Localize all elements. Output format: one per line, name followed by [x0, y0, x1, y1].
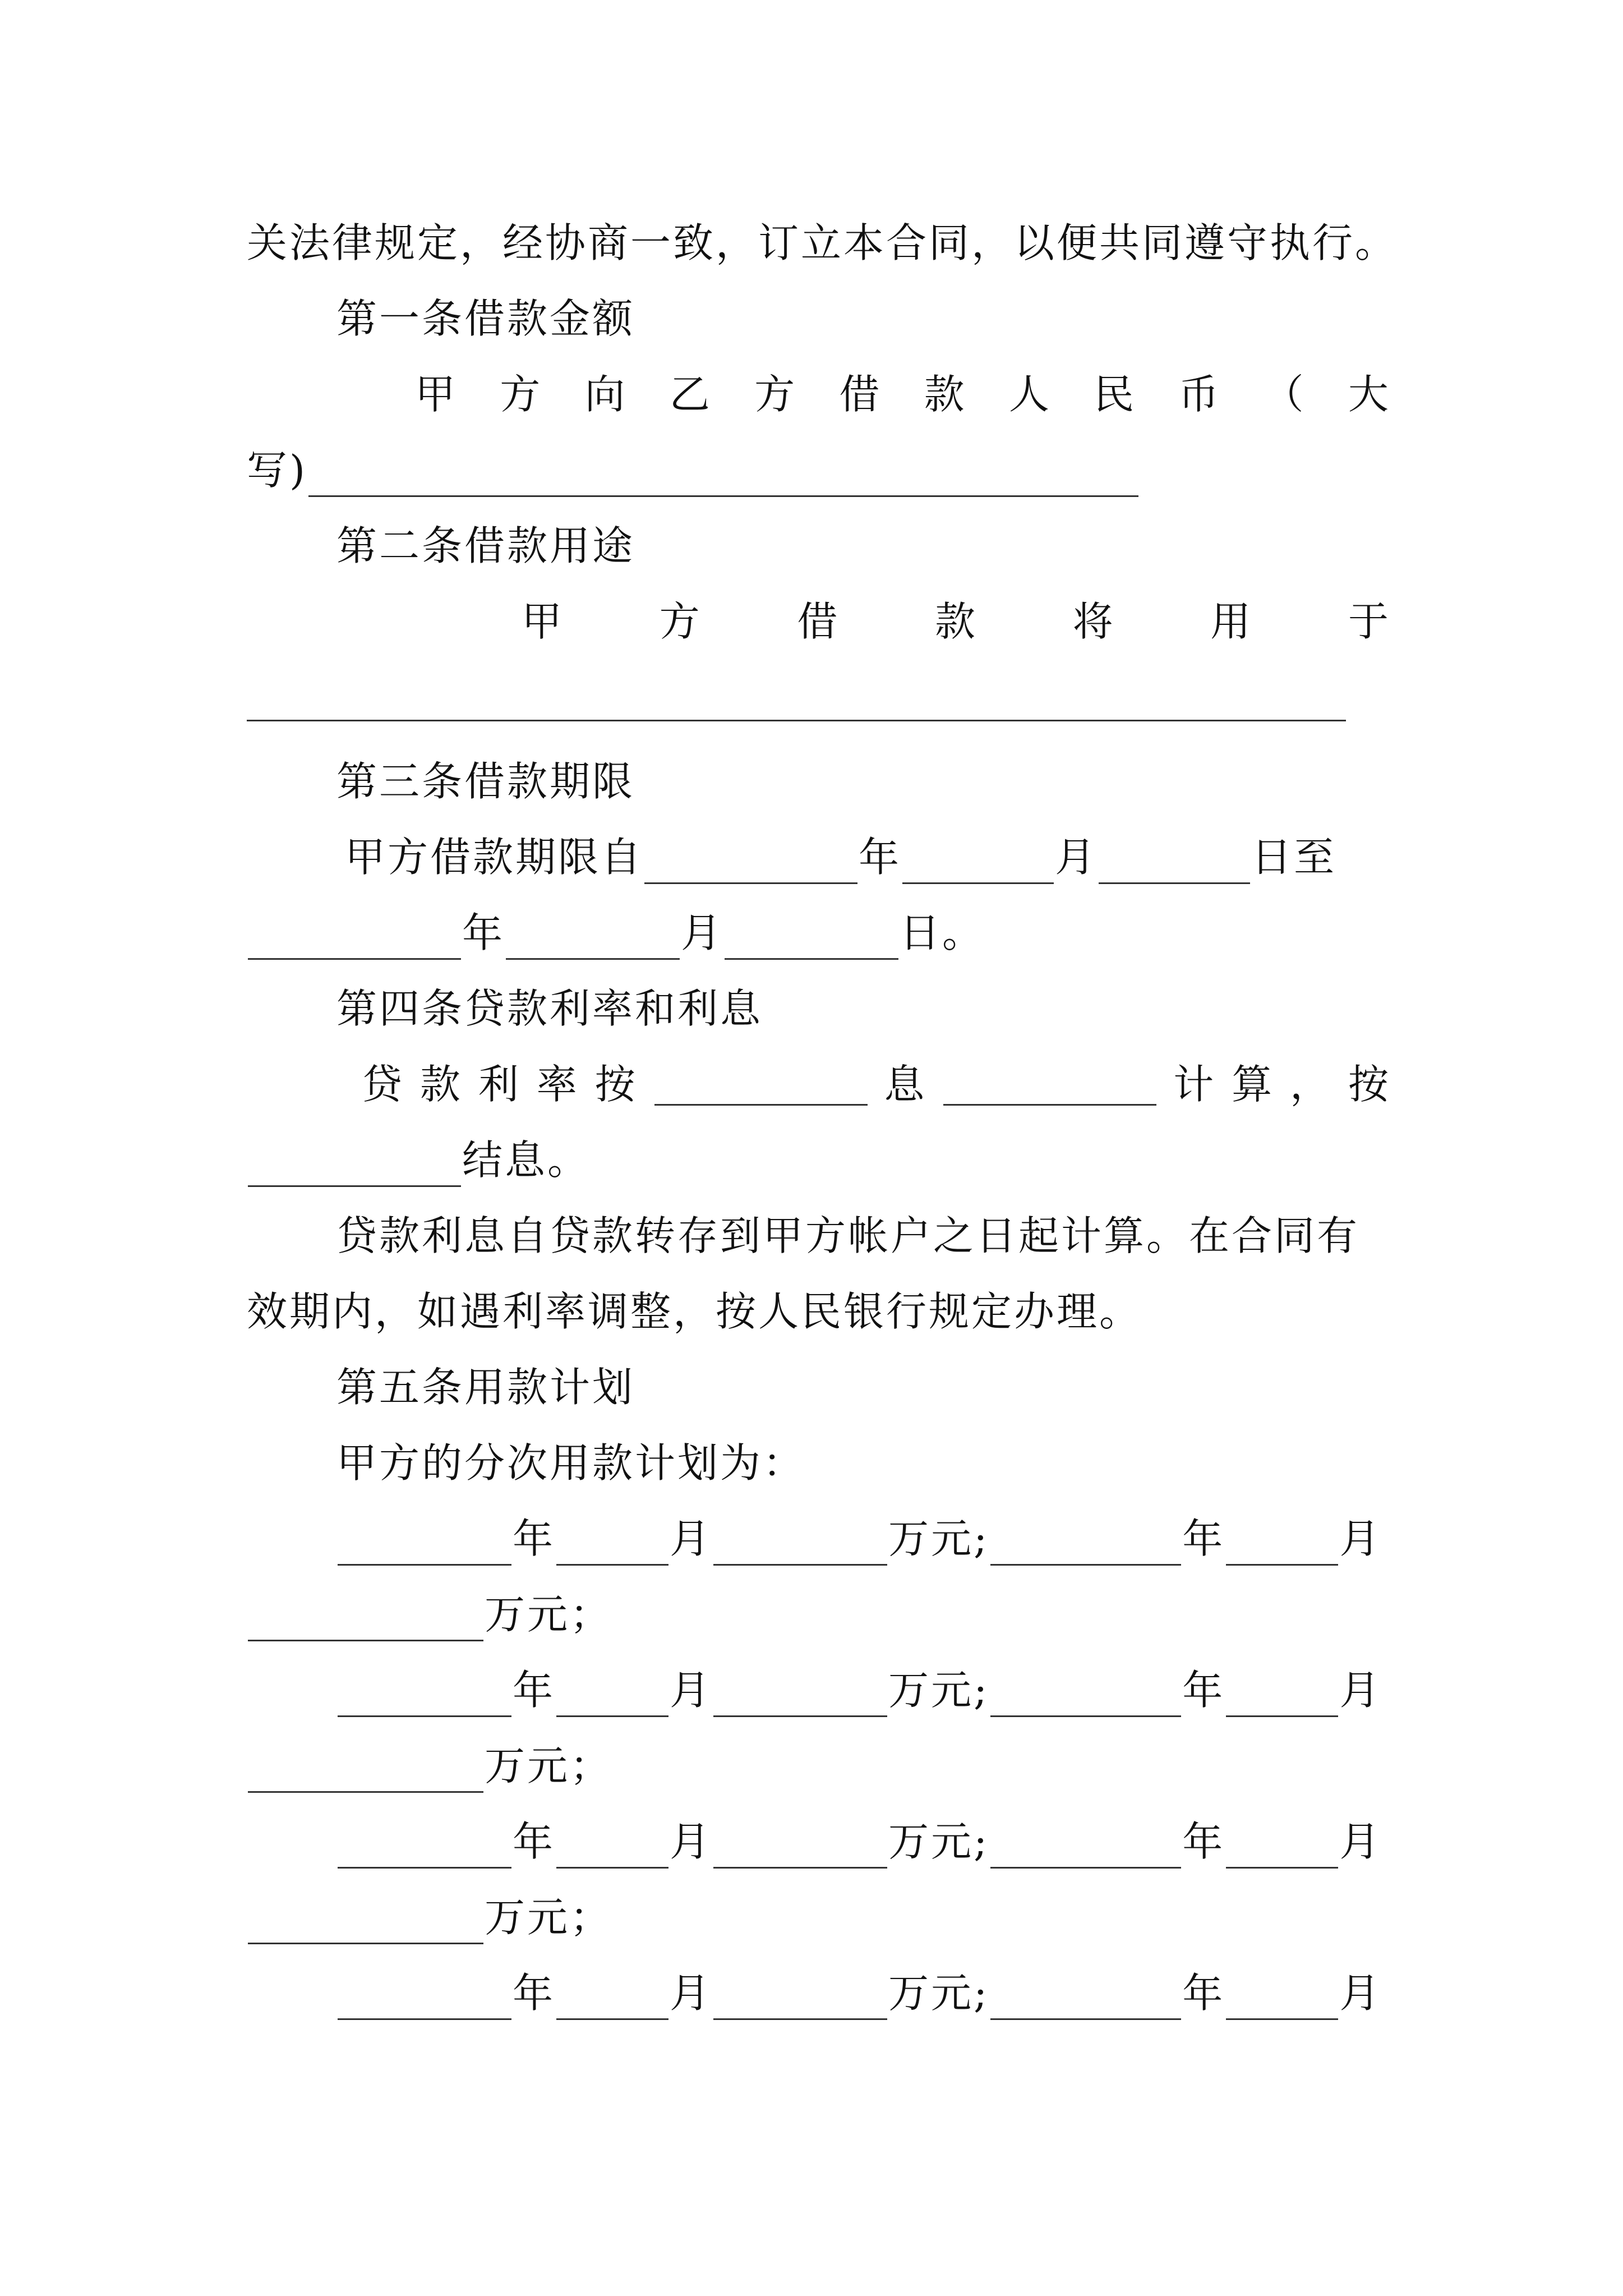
end-month-blank[interactable]: [506, 918, 680, 960]
year-label: 年: [1182, 1970, 1225, 2017]
article-5-intro: 甲方的分次用款计划为：: [336, 1439, 806, 1487]
plan-year-blank[interactable]: [990, 1826, 1181, 1869]
plan-row: [336, 1512, 1391, 1566]
month-label: 月: [1339, 1818, 1382, 1865]
jiexi-label: 结息。: [462, 1137, 591, 1184]
calc-char: 计: [1173, 1061, 1216, 1108]
article-2-char: 借: [797, 598, 840, 645]
article-1-char: 乙: [669, 371, 712, 418]
year-label: 年: [859, 834, 902, 881]
year-label: 年: [1182, 1515, 1225, 1562]
article-1-char: 方: [754, 371, 797, 418]
plan-amount-blank[interactable]: [713, 1675, 887, 1717]
start-day-blank[interactable]: [1099, 842, 1250, 884]
day-end-label: 日。: [900, 909, 985, 956]
plan-amount-blank[interactable]: [248, 1751, 483, 1793]
plan-row-cont: [247, 1588, 1391, 1641]
article-1-char: 方: [500, 371, 543, 418]
month-label: 月: [1055, 834, 1098, 881]
article-4-para2-line2: 效期内，如遇利率调整，按人民银行规定办理。: [247, 1288, 1142, 1335]
plan-month-blank[interactable]: [556, 1826, 668, 1869]
calc-char: ，: [1290, 1061, 1333, 1108]
article-2-char: 于: [1348, 598, 1391, 645]
end-day-blank[interactable]: [725, 918, 898, 960]
plan-amount-blank[interactable]: [713, 1524, 887, 1566]
wanyuan-label: 万元；: [485, 1894, 613, 1941]
day-to-label: 日至: [1251, 834, 1337, 881]
article-2-char: 款: [934, 598, 978, 645]
article-2-char: 方: [659, 598, 702, 645]
plan-month-blank[interactable]: [556, 1978, 668, 2020]
calc-char: 算: [1232, 1061, 1275, 1108]
plan-year-blank[interactable]: [990, 1675, 1181, 1717]
article-4-title: 第四条贷款利率和利息: [336, 985, 763, 1032]
rate-char: 按: [594, 1061, 638, 1108]
intro-line: 关法律规定，经协商一致，订立本合同，以便共同遵守执行。: [247, 219, 1398, 266]
article-3-body: [345, 830, 1391, 884]
start-year-blank[interactable]: [644, 842, 857, 884]
year-label: 年: [513, 1515, 556, 1562]
year-label: 年: [513, 1667, 556, 1714]
wanyuan-label: 万元;: [888, 1667, 990, 1714]
article-2-title: 第二条借款用途: [336, 522, 635, 569]
plan-row: [336, 1966, 1391, 2020]
xi-label: 息: [884, 1061, 927, 1108]
article-1-char: 向: [584, 371, 628, 418]
plan-month-blank[interactable]: [1226, 1826, 1338, 1869]
plan-amount-blank[interactable]: [248, 1902, 483, 1944]
calc-char: 按: [1348, 1061, 1391, 1108]
month-label: 月: [670, 1667, 713, 1714]
wanyuan-label: 万元;: [888, 1818, 990, 1865]
article-4-body: [362, 1057, 1391, 1111]
article-1-char: 款: [924, 371, 967, 418]
plan-month-blank[interactable]: [1226, 1978, 1338, 2020]
month-label: 月: [670, 1515, 713, 1562]
article-1-char: 甲: [415, 371, 458, 418]
article-3-title: 第三条借款期限: [336, 758, 635, 805]
wanyuan-label: 万元；: [485, 1591, 613, 1638]
article-2-char: 用: [1210, 598, 1253, 645]
article-1-title: 第一条借款金额: [336, 295, 635, 342]
wanyuan-label: 万元;: [888, 1515, 990, 1562]
rate-char: 款: [419, 1061, 463, 1108]
month-label: 月: [681, 909, 724, 956]
end-year-blank[interactable]: [248, 918, 461, 960]
article-2-body: [522, 595, 1391, 648]
plan-row: [336, 1663, 1391, 1717]
settlement-period-blank[interactable]: [248, 1145, 461, 1187]
plan-month-blank[interactable]: [1226, 1524, 1338, 1566]
wanyuan-label: 万元;: [888, 1970, 990, 2017]
month-label: 月: [1339, 1970, 1382, 2017]
article-3-prefix: 甲方借款期限自: [345, 834, 644, 881]
amount-blank[interactable]: [308, 455, 1138, 497]
plan-amount-blank[interactable]: [713, 1826, 887, 1869]
plan-amount-blank[interactable]: [713, 1978, 887, 2020]
plan-amount-blank[interactable]: [248, 1599, 483, 1641]
article-1-cont: 写): [247, 447, 308, 494]
article-4-settlement: [247, 1133, 1391, 1187]
plan-month-blank[interactable]: [556, 1675, 668, 1717]
rate-period-blank[interactable]: [654, 1064, 868, 1106]
article-3-end-date: [247, 906, 1391, 960]
article-1-char: 大: [1348, 371, 1391, 418]
plan-month-blank[interactable]: [1226, 1675, 1338, 1717]
article-1-char: 币: [1178, 371, 1221, 418]
year-label: 年: [513, 1818, 556, 1865]
month-label: 月: [670, 1818, 713, 1865]
plan-row: [336, 1815, 1391, 1869]
article-4-para2-line1: 贷款利息自贷款转存到甲方帐户之日起计算。在合同有: [336, 1212, 1360, 1259]
plan-month-blank[interactable]: [556, 1524, 668, 1566]
article-5-title: 第五条用款计划: [336, 1364, 635, 1411]
rate-char: 贷: [362, 1061, 405, 1108]
year-label: 年: [513, 1970, 556, 2017]
month-label: 月: [670, 1970, 713, 2017]
article-1-char: 人: [1008, 371, 1052, 418]
plan-row-cont: [247, 1739, 1391, 1793]
plan-year-blank[interactable]: [990, 1978, 1181, 2020]
month-label: 月: [1339, 1667, 1382, 1714]
plan-year-blank[interactable]: [990, 1524, 1181, 1566]
year-label: 年: [1182, 1667, 1225, 1714]
start-month-blank[interactable]: [902, 842, 1054, 884]
plan-row-cont: [247, 1890, 1391, 1944]
plan-year-blank[interactable]: [338, 1826, 511, 1869]
article-2-char: 甲: [522, 598, 565, 645]
year-label: 年: [462, 909, 505, 956]
year-label: 年: [1182, 1818, 1225, 1865]
article-1-char: （: [1263, 371, 1306, 418]
plan-year-blank[interactable]: [338, 1675, 511, 1717]
rate-char: 利: [478, 1061, 521, 1108]
article-1-body: [415, 367, 1391, 421]
month-label: 月: [1339, 1515, 1382, 1562]
purpose-blank[interactable]: [247, 720, 1346, 721]
article-1-char: 借: [839, 371, 882, 418]
article-2-char: 将: [1072, 598, 1115, 645]
article-1-amount-line: [247, 443, 1391, 497]
plan-year-blank[interactable]: [338, 1978, 511, 2020]
rate-char: 率: [536, 1061, 579, 1108]
article-1-char: 民: [1094, 371, 1137, 418]
rate-value-blank[interactable]: [943, 1064, 1156, 1106]
wanyuan-label: 万元；: [485, 1742, 613, 1789]
plan-year-blank[interactable]: [338, 1524, 511, 1566]
